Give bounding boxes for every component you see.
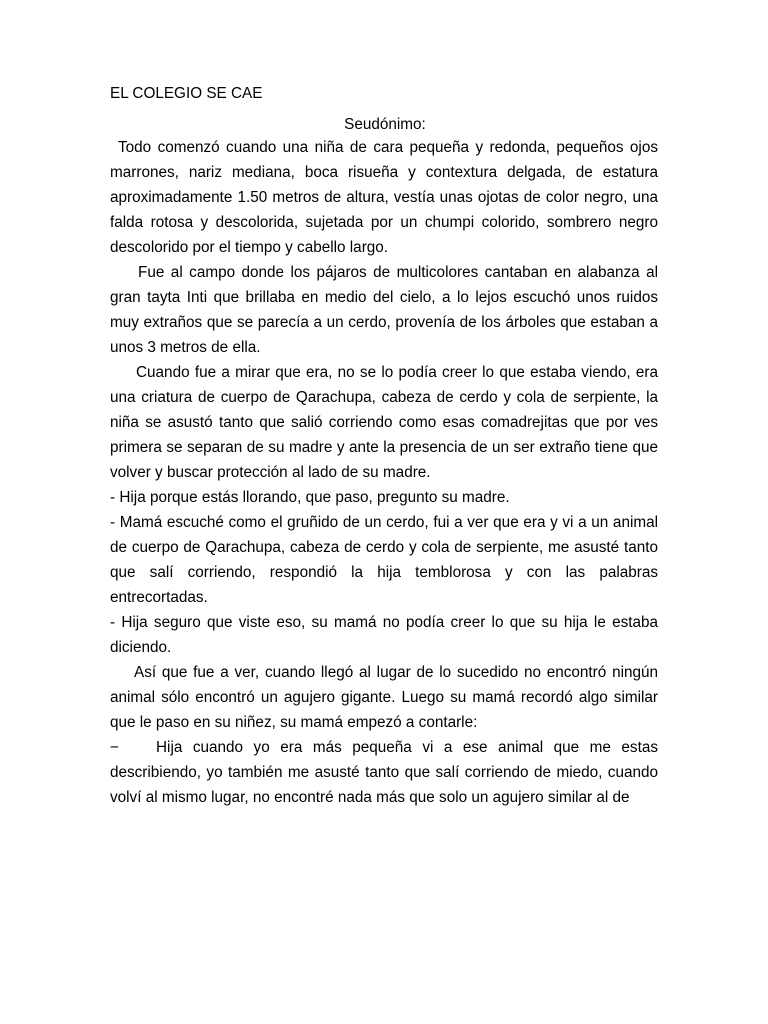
list-dash: −	[110, 739, 119, 756]
dialogue-line-4-text: Hija cuando yo era más pequeña vi a ese animal que me estas describiendo, yo también me asusté tanto que salí corriendo de miedo, cuando volví al mismo lugar, no encontré nada más que solo un agujero similar al de	[110, 739, 658, 806]
paragraph-1: Todo comenzó cuando una niña de cara pequeña y redonda, pequeños ojos marrones, nariz mediana, boca risueña y contextura delgada, de estatura aproximadamente 1.50 metros de altura, vestía unas ojotas de color negro, una falda rotosa y descolorida, sujetada por un chumpi colorido, sombrero negro descolorido por el tiempo y cabello largo.	[110, 139, 658, 256]
document-body	[110, 84, 658, 810]
dialogue-line-4	[110, 735, 658, 810]
paragraph-4: Así que fue a ver, cuando llegó al lugar de lo sucedido no encontró ningún animal sólo encontró un agujero gigante. Luego su mamá recordó algo similar que le paso en su niñez, su mamá empezó a contarle:	[110, 664, 658, 731]
paragraph-2: Fue al campo donde los pájaros de multicolores cantaban en alabanza al gran tayta Inti que brillaba en medio del cielo, a lo lejos escuchó unos ruidos muy extraños que se parecía a un cerdo, provenía de los árboles que estaban a unos 3 metros de ella.	[110, 264, 658, 356]
dialogue-line-2: - Mamá escuché como el gruñido de un cerdo, fui a ver que era y vi a un animal de cuerpo de Qarachupa, cabeza de cerdo y cola de serpiente, me asusté tanto que salí corriendo, respondió la hija temblorosa y con las palabras entrecortadas.	[110, 514, 658, 606]
dialogue-line-3: - Hija seguro que viste eso, su mamá no podía creer lo que su hija le estaba diciendo.	[110, 614, 658, 656]
pseudonym-label: Seudónimo:	[344, 116, 426, 133]
document-title: EL COLEGIO SE CAE	[110, 85, 263, 102]
paragraph-3: Cuando fue a mirar que era, no se lo podía creer lo que estaba viendo, era una criatura de cuerpo de Qarachupa, cabeza de cerdo y cola de serpiente, la niña se asustó tanto que salió corriendo como esas comadrejitas que por ves primera se separan de su madre y ante la presencia de un ser extraño tiene que volver y buscar protección al lado de su madre.	[110, 364, 658, 481]
dialogue-line-1: - Hija porque estás llorando, que paso, pregunto su madre.	[110, 489, 510, 506]
